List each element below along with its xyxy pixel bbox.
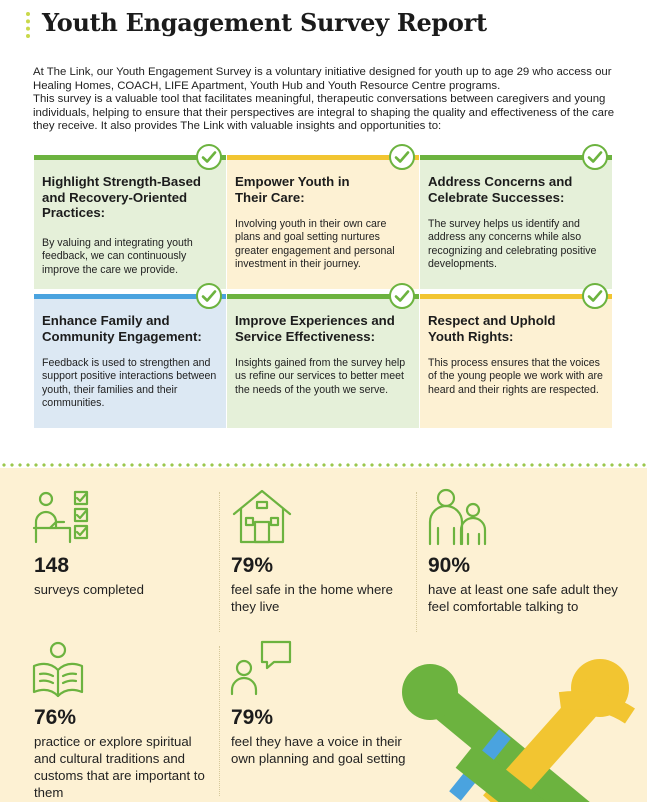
stat-surveys-completed (34, 554, 209, 598)
intro-text (33, 66, 618, 134)
card-title: Enhance Family and Community Engagement: (42, 313, 202, 344)
intro-paragraph-1: At The Link, our Youth Engagement Survey is a voluntary initiative designed for youth up to age 29 who access our Healing Homes, COACH, LIFE Apartment, Youth Hub and Youth Resource Centre programs. (33, 66, 612, 92)
stats-section (0, 468, 647, 802)
stat-voice-planning (231, 706, 406, 767)
card-youth-rights (420, 294, 612, 428)
card-family-community (34, 294, 226, 428)
stat-number: 76% (34, 706, 77, 729)
card-text: This process ensures that the voices of the young people we work with are heard and their rights are respected. (428, 357, 603, 396)
card-text: Insights gained from the survey help us refine our services to better meet the needs of the youth we serve. (235, 357, 406, 396)
card-improve-experiences (227, 294, 419, 428)
stat-label: feel safe in the home where they live (231, 582, 394, 614)
check-icon (582, 144, 608, 170)
check-icon (582, 283, 608, 309)
card-strength-based (34, 155, 226, 289)
card-text: Feedback is used to strengthen and support positive interactions between youth, their families and their communities. (42, 357, 217, 410)
stat-number: 148 (34, 554, 70, 577)
stat-feel-safe (231, 554, 401, 615)
card-address-concerns (420, 155, 612, 289)
divider-line (416, 492, 417, 632)
stat-safe-adult (428, 554, 638, 615)
check-icon (389, 144, 415, 170)
card-title: Empower Youth in Their Care: (235, 174, 350, 205)
house-icon (232, 488, 292, 544)
check-icon (389, 283, 415, 309)
check-icon (196, 283, 222, 309)
card-title: Improve Experiences and Service Effectiveness: (235, 313, 395, 344)
title-accent-bar (26, 12, 30, 38)
card-empower-youth (227, 155, 419, 289)
adult-and-youth-icon (428, 488, 490, 546)
stat-label: feel they have a voice in their own planning and goal setting (231, 734, 406, 766)
card-text: Involving youth in their own care plans and goal setting nurtures greater engagement and personal investment in their journey. (235, 218, 395, 271)
card-title: Address Concerns and Celebrate Successes: (428, 174, 573, 205)
stat-number: 79% (231, 554, 274, 577)
divider-line (219, 646, 220, 796)
intro-paragraph-2: This survey is a valuable tool that facilitates meaningful, therapeutic conversations between caregivers and young individuals, helping to ensure that their perspectives are integral to shaping the quality and effectiveness of the care they receive. It also provides The Link with valuable insights and opportunities to: (33, 93, 615, 133)
stat-number: 90% (428, 554, 471, 577)
checklist-icon (30, 488, 96, 544)
stat-number: 79% (231, 706, 274, 729)
divider-line (219, 492, 220, 632)
card-text: By valuing and integrating youth feedback, we can continuously improve the care we provide. (42, 237, 193, 276)
reading-book-icon (30, 640, 86, 698)
page-title: Youth Engagement Survey Report (42, 8, 487, 37)
stat-label: practice or explore spiritual and cultural traditions and customs that are important to them (34, 734, 205, 800)
card-title: Respect and Uphold Youth Rights: (428, 313, 556, 344)
stat-spiritual-traditions (34, 706, 214, 801)
stat-label: surveys completed (34, 582, 144, 597)
card-text: The survey helps us identify and address any concerns while also recognizing and celebrating positive developments. (428, 218, 597, 271)
stat-label: have at least one safe adult they feel comfortable talking to (428, 582, 618, 614)
card-title: Highlight Strength-Based and Recovery-Oriented Practices: (42, 174, 201, 220)
link-logo-graphic (400, 656, 647, 802)
person-speech-bubble-icon (230, 640, 292, 696)
check-icon (196, 144, 222, 170)
